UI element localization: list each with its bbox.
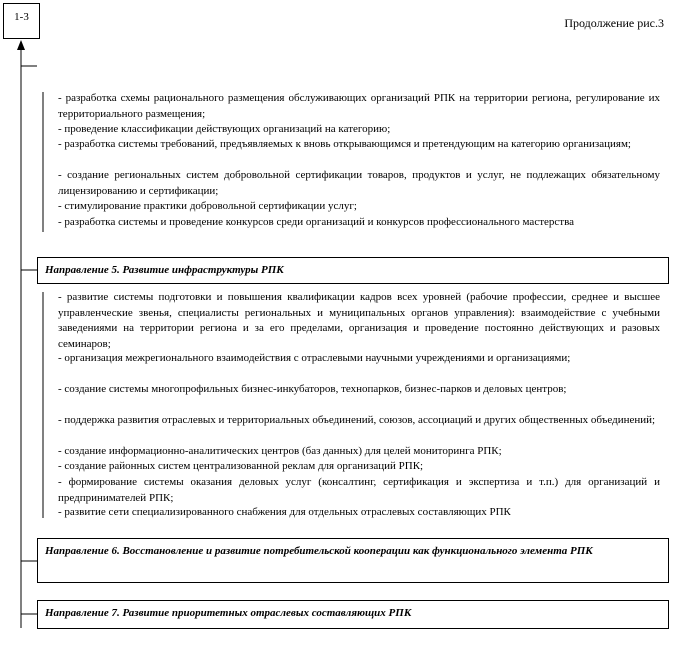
list-item: - проведение классификации действующих организаций на категорию; (58, 123, 391, 135)
list-item: - формирование системы оказания деловых услуг (консалтинг, сертификация и экспертиза и т.п.) для организаций и предпринимателей РПК; (58, 476, 660, 504)
list-item: - стимулирование практики добровольной сертификации услуг; (58, 200, 357, 212)
list-item: - развитие системы подготовки и повышения квалификации кадров всех уровней (рабочие профессии, среднее и высшее управленческие звенья, специалисты региональных и муниципальных органов управления): взаимодействие с учебными заведениями на территории региона и за его пределами, организация и проведение постоянно действующих и разовых семинаров; (58, 291, 660, 350)
diagram-label: 1-3 (14, 11, 29, 23)
list-item: - разработка схемы рационального размещения обслуживающих организаций РПК на территории региона, регулирование их территориального размещения; (58, 92, 660, 120)
list-item: - поддержка развития отраслевых и территориальных объединений, союзов, ассоциаций и других общественных объединений; (58, 414, 656, 426)
direction-7-title: Направление 7. Развитие приоритетных отраслевых составляющих РПК (45, 607, 412, 619)
direction-6-box (37, 538, 669, 583)
list-item: - разработка системы и проведение конкурсов среди организаций и конкурсов профессионального мастерства (58, 216, 575, 228)
list-item: - создание системы многопрофильных бизнес-инкубаторов, технопарков, бизнес-парков и деловых центров; (58, 383, 567, 395)
arrow-up-icon (17, 40, 25, 50)
list-item: - организация межрегионального взаимодействия с отраслевыми научными учреждениями и организациями; (58, 352, 571, 364)
direction-5-box (37, 257, 669, 284)
list-item: - создание информационно-аналитических центров (баз данных) для целей мониторинга РПК; (58, 445, 502, 457)
continuation-caption: Продолжение рис.3 (564, 16, 664, 30)
direction-5-title: Направление 5. Развитие инфраструктуры РПК (45, 264, 284, 276)
list-item: - развитие сети специализированного снабжения для отдельных отраслевых составляющих РПК (58, 506, 511, 518)
list-item: - создание районных систем централизованной реклам для организаций РПК; (58, 460, 424, 472)
direction-7-box (37, 600, 669, 629)
list-item: - создание региональных систем добровольной сертификации товаров, продуктов и услуг, не подлежащих обязательному лицензированию и сертификации; (58, 169, 660, 197)
direction-6-title: Направление 6. Восстановление и развитие потребительской кооперации как функционального элемента РПК (45, 545, 593, 557)
list-item: - разработка системы требований, предъявляемых к вновь открывающимся и претендующим на категорию организациям; (58, 138, 631, 150)
